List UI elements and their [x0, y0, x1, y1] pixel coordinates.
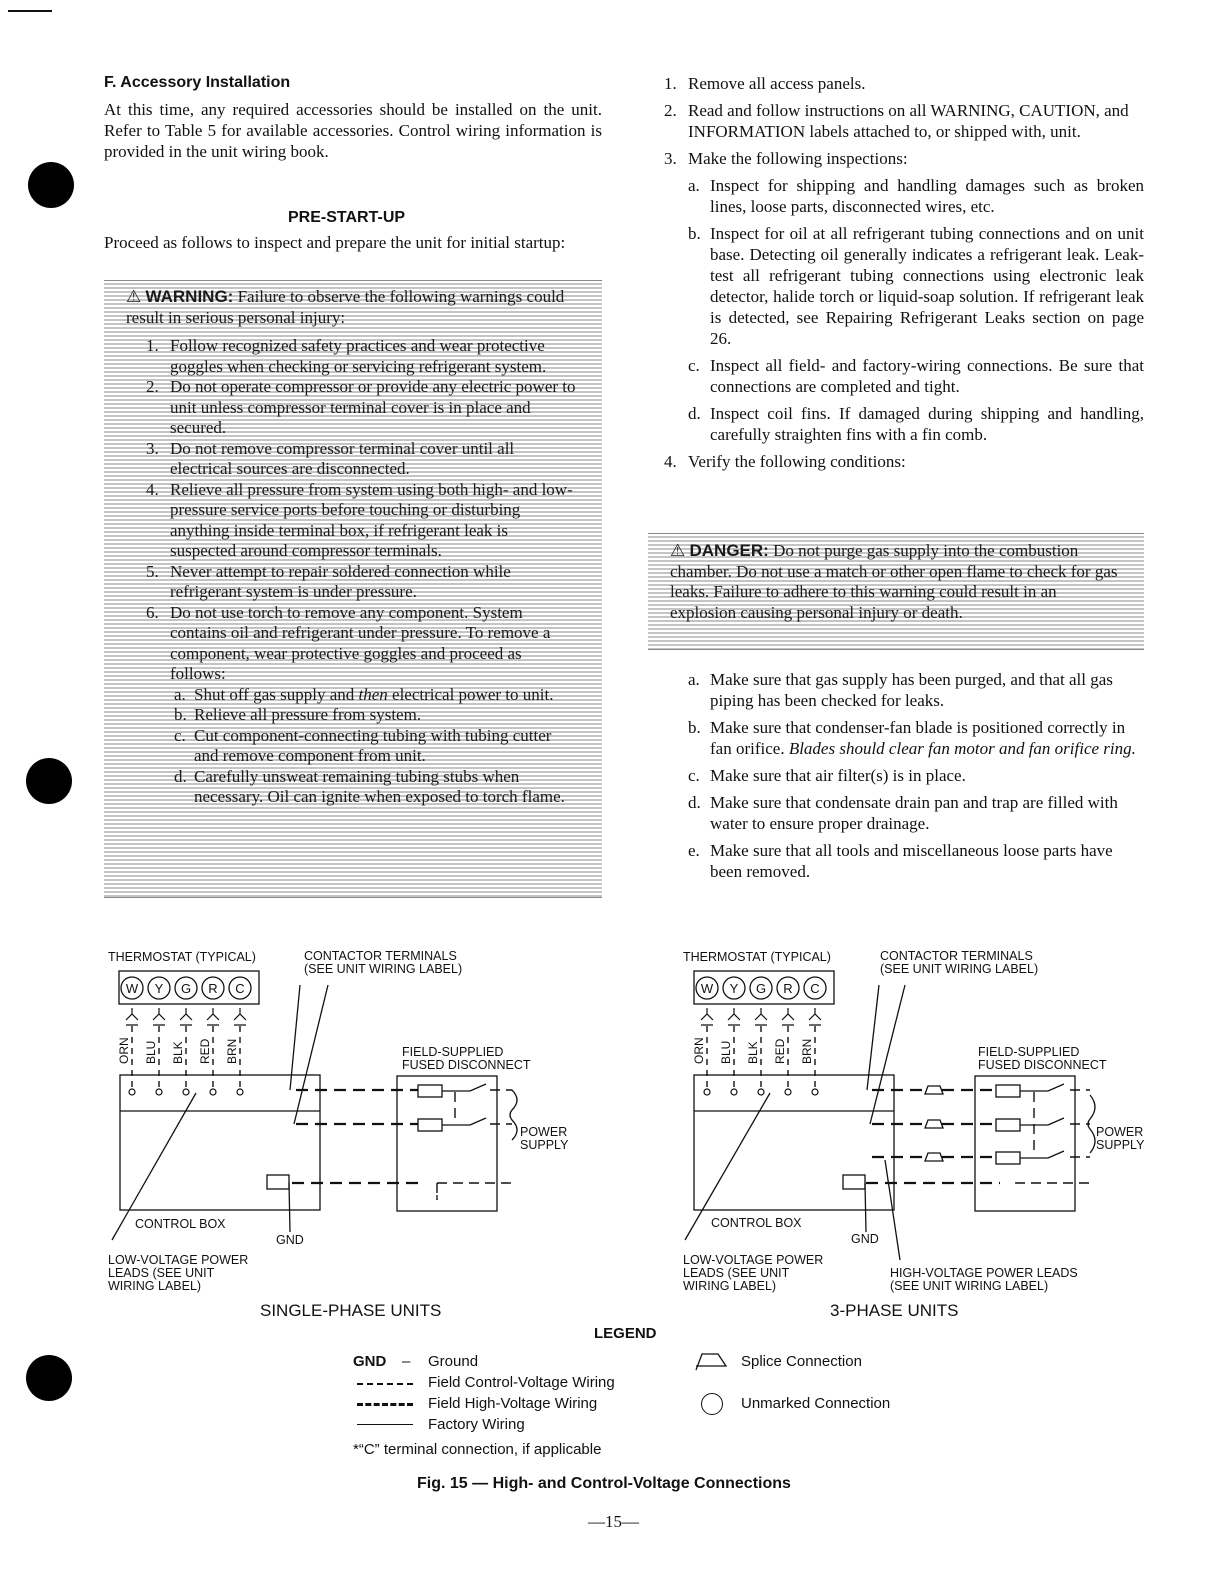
- wire-color-label: BRN: [800, 1038, 814, 1064]
- wire-color-label: BLK: [171, 1041, 185, 1064]
- power-supply-label: SUPPLY: [1096, 1138, 1145, 1152]
- fused-disconnect: [397, 1076, 497, 1211]
- condition-item: b. Make sure that condenser-fan blade is positioned correctly in fan orifice. Blades should clear fan motor and fan orifice ring.: [688, 718, 1136, 758]
- wire-terminal: [704, 1089, 710, 1095]
- legend-footnote: *“C” terminal connection, if applicable: [353, 1441, 602, 1458]
- wire-terminal: [183, 1089, 189, 1095]
- terminal-label: R: [208, 981, 218, 996]
- connector-icon: [180, 1008, 192, 1025]
- legend-unmarked-text: Unmarked Connection: [741, 1395, 891, 1412]
- wire-terminal: [210, 1089, 216, 1095]
- connector-icon: [701, 1008, 713, 1025]
- wire-terminal: [758, 1089, 764, 1095]
- low-voltage-label: LOW-VOLTAGE POWER: [108, 1253, 249, 1267]
- unit-panel: [120, 1075, 320, 1210]
- warning-subitem: b. Relieve all pressure from system.: [174, 705, 422, 724]
- terminal-glyphs: [117, 977, 826, 1095]
- thermostat-label: THERMOSTAT (TYPICAL): [108, 950, 256, 964]
- power-supply-label: SUPPLY: [520, 1138, 569, 1152]
- legend-control-line: [357, 1383, 413, 1385]
- disconnect-label: FIELD-SUPPLIED: [978, 1045, 1080, 1059]
- low-voltage-label: LEADS (SEE UNIT: [683, 1266, 790, 1280]
- three-phase-title: 3-PHASE UNITS: [830, 1301, 959, 1320]
- disconnect-label: FUSED DISCONNECT: [978, 1058, 1107, 1072]
- contactor-label: CONTACTOR TERMINALS: [304, 949, 457, 963]
- wire-terminal: [785, 1089, 791, 1095]
- connector-icon: [126, 1008, 138, 1025]
- terminal-label: Y: [154, 981, 164, 996]
- wire-color-label: BLK: [746, 1041, 760, 1064]
- wire-color-label: RED: [198, 1038, 212, 1064]
- terminal-label: C: [810, 981, 820, 996]
- connector-icon: [809, 1008, 821, 1025]
- disconnect-label: FUSED DISCONNECT: [402, 1058, 531, 1072]
- control-box-label: CONTROL BOX: [711, 1216, 802, 1230]
- control-box-label: CONTROL BOX: [135, 1217, 226, 1231]
- low-voltage-label: WIRING LABEL): [108, 1279, 202, 1293]
- accessory-text: At this time, any required accessories should be installed on the unit. Refer to Table 5 for available accessories. Control wiring information is provided in the unit wiring book.: [104, 100, 602, 161]
- single-phase-title: SINGLE-PHASE UNITS: [260, 1301, 442, 1320]
- terminal-label: C: [235, 981, 245, 996]
- legend-title: LEGEND: [594, 1325, 657, 1342]
- danger-label: DANGER:: [689, 541, 769, 560]
- danger-icon: ⚠: [670, 541, 686, 561]
- ground-terminal: [843, 1175, 865, 1189]
- inspection-item: b. Inspect for oil at all refrigerant tubing connections and on unit base. Detecting oil generally indicates a refrigerant leak. Leak-test all refrigerant tubing connections using electronic leak detector, halide torch or liquid-soap solution. If refrigerant leak is detected, see Repairing Refrigerant Leaks section on page 26.: [688, 224, 1144, 348]
- inspection-item: c. Inspect all field- and factory-wiring connections. Be sure that connections are completed and tight.: [688, 356, 1144, 396]
- contactor-label: (SEE UNIT WIRING LABEL): [304, 962, 463, 976]
- warning-item: 2. Do not operate compressor or provide any electric power to unit unless compressor terminal cover is in place and secured.: [146, 377, 576, 437]
- disconnect-label: FIELD-SUPPLIED: [402, 1045, 504, 1059]
- warning-item: 6. Do not use torch to remove any component. System contains oil and refrigerant under pressure. To remove a component, wear protective goggles and proceed as follows: a. Shut off gas supply and then electrical power to unit. b. Relieve all pressure from system. c. Cut component-connecting tubing with tubing cutter and remove component from unit. d. Carefully unsweat remaining tubing stubs when necessary. Oil can ignite when exposed to torch flame.: [146, 603, 576, 808]
- contactor-label: (SEE UNIT WIRING LABEL): [880, 962, 1039, 976]
- wire-color-label: ORN: [117, 1037, 131, 1064]
- warning-label: WARNING:: [145, 287, 234, 306]
- wire-color-label: RED: [773, 1038, 787, 1064]
- legend-high-text: Field High-Voltage Wiring: [428, 1395, 598, 1412]
- wire-color-label: BLU: [144, 1040, 158, 1064]
- contactor-label: CONTACTOR TERMINALS: [880, 949, 1033, 963]
- prestart-heading: PRE-START-UP: [288, 209, 406, 226]
- warning-item: 5. Never attempt to repair soldered connection while refrigerant system is under pressure.: [146, 561, 511, 601]
- warning-subitem: c. Cut component-connecting tubing with tubing cutter and remove component from unit.: [174, 725, 552, 765]
- connector-icon: [782, 1008, 794, 1025]
- inspection-item: d. Inspect coil fins. If damaged during shipping and handling, carefully straighten fins with a fin comb.: [688, 404, 1144, 444]
- wire-color-label: BRN: [225, 1038, 239, 1064]
- connector-icon: [755, 1008, 767, 1025]
- legend-gnd-text: Ground: [428, 1353, 479, 1370]
- wire-terminal: [731, 1089, 737, 1095]
- wire-color-label: ORN: [692, 1037, 706, 1064]
- unit-panel: [694, 1075, 894, 1210]
- warning-item: 3. Do not remove compressor terminal cover until all electrical sources are disconnected.: [146, 438, 515, 478]
- step-item: 4. Verify the following conditions:: [664, 452, 906, 471]
- terminal-label: G: [180, 981, 192, 996]
- inspection-item: a. Inspect for shipping and handling damages such as broken lines, loose parts, disconnected wires, etc.: [688, 176, 1144, 216]
- wire-terminal: [129, 1089, 135, 1095]
- condition-item: d. Make sure that condensate drain pan and trap are filled with water to ensure proper drainage.: [688, 793, 1118, 833]
- legend-factory-line: [357, 1424, 413, 1425]
- thermostat-label: THERMOSTAT (TYPICAL): [683, 950, 831, 964]
- high-voltage-label: HIGH-VOLTAGE POWER LEADS: [890, 1266, 1078, 1280]
- condition-item: c. Make sure that air filter(s) is in place.: [688, 766, 966, 785]
- warning-item: 1. Follow recognized safety practices and wear protective goggles when checking or servicing refrigerant system.: [146, 336, 547, 376]
- figure-caption: Fig. 15 — High- and Control-Voltage Connections: [417, 1475, 791, 1492]
- step-item: 1. Remove all access panels.: [664, 74, 866, 93]
- legend-high-line: [357, 1403, 413, 1406]
- connector-icon: [153, 1008, 165, 1025]
- condition-item: a. Make sure that gas supply has been purged, and that all gas piping has been checked for leaks.: [688, 670, 1113, 710]
- page-number: —15—: [588, 1512, 639, 1531]
- legend-factory-text: Factory Wiring: [428, 1416, 525, 1433]
- gnd-label: GND: [276, 1233, 304, 1247]
- low-voltage-label: WIRING LABEL): [683, 1279, 777, 1293]
- wire-terminal: [812, 1089, 818, 1095]
- legend-control-text: Field Control-Voltage Wiring: [428, 1374, 615, 1391]
- terminal-label: Y: [729, 981, 739, 996]
- step-item: 3. Make the following inspections: a. Inspect for shipping and handling damages such as broken lines, loose parts, disconnected wires, etc. b. Inspect for oil at all refrigerant tubing connections and on unit base. Detecting oil generally indicates a refrigerant leak. Leak-test all refrigerant tubing connections using electronic leak detector, halide torch or liquid-soap solution. If refrigerant leak is detected, see Repairing Refrigerant Leaks section on page 26. c. Inspect all field- and factory-wiring connections. Be sure that connections are completed and tight. d. Inspect coil fins. If damaged during shipping and handling, carefully straighten fins with a fin comb.: [664, 149, 1144, 444]
- condition-item: e. Make sure that all tools and miscellaneous loose parts have been removed.: [688, 841, 1113, 881]
- low-voltage-label: LEADS (SEE UNIT: [108, 1266, 215, 1280]
- splice-icon: [694, 1350, 730, 1372]
- wire-terminal: [156, 1089, 162, 1095]
- legend-gnd-dash: –: [402, 1353, 411, 1370]
- unmarked-connection-icon: [701, 1393, 723, 1415]
- prestart-intro: Proceed as follows to inspect and prepare the unit for initial startup:: [104, 233, 566, 252]
- warning-subitem: a. Shut off gas supply and then electrical power to unit.: [174, 684, 554, 704]
- legend-gnd-abbr: GND: [353, 1353, 387, 1370]
- high-voltage-label: (SEE UNIT WIRING LABEL): [890, 1279, 1049, 1293]
- ground-terminal: [267, 1175, 289, 1189]
- wire-color-label: BLU: [719, 1040, 733, 1064]
- terminal-label: R: [783, 981, 793, 996]
- low-voltage-label: LOW-VOLTAGE POWER: [683, 1253, 824, 1267]
- gnd-label: GND: [851, 1232, 879, 1246]
- power-supply-label: POWER: [1096, 1125, 1144, 1139]
- legend-splice-text: Splice Connection: [741, 1353, 862, 1370]
- warning-item: 4. Relieve all pressure from system using both high- and low-pressure service ports before touching or disturbing anything inside terminal box, if refrigerant leak is suspected around compressor terminals.: [146, 479, 573, 560]
- terminal-label: G: [755, 981, 767, 996]
- connector-icon: [207, 1008, 219, 1025]
- warning-icon: ⚠: [126, 287, 142, 307]
- fused-disconnect: [975, 1076, 1075, 1211]
- warning-intro: Failure to observe the following warnings could result in serious personal injury:: [126, 287, 565, 327]
- warning-subitem: d. Carefully unsweat remaining tubing stubs when necessary. Oil can ignite when exposed to torch flame.: [174, 766, 565, 806]
- terminal-label: W: [700, 981, 714, 996]
- wire-terminal: [237, 1089, 243, 1095]
- terminal-label: W: [125, 981, 139, 996]
- connector-icon: [728, 1008, 740, 1025]
- step-item: 2. Read and follow instructions on all WARNING, CAUTION, and INFORMATION labels attached to, or shipped with, unit.: [664, 101, 1129, 141]
- connector-icon: [234, 1008, 246, 1025]
- accessory-heading: F. Accessory Installation: [104, 74, 291, 91]
- danger-text: Do not purge gas supply into the combustion chamber. Do not use a match or other open flame to check for gas leaks. Failure to adhere to this warning could result in an explosion causing personal injury or death.: [670, 541, 1118, 622]
- power-supply-label: POWER: [520, 1125, 568, 1139]
